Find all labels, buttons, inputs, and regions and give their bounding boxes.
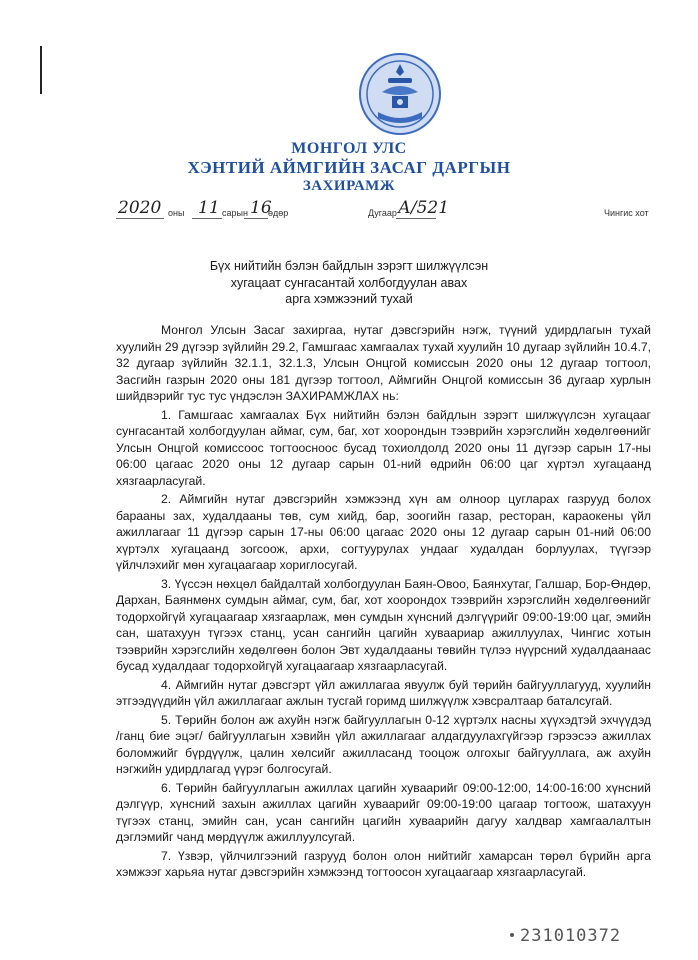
title-line-2: хугацаат сунгасантай холбогдуулан авах — [230, 275, 468, 290]
date-month-suffix: сарын — [222, 208, 248, 218]
state-emblem-icon — [358, 52, 442, 136]
decree-title — [0, 258, 698, 308]
margin-mark — [40, 46, 42, 94]
decree-body — [116, 322, 651, 883]
date-month: 11 — [198, 198, 220, 218]
paragraph-6: 6. Төрийн байгууллагын ажиллах цагийн хуваарийг 09:00-12:00, 14:00-16:00 хүнсний дэлгүүр, хүнсний захын ажиллах цагийн хуваарийг 09:00-19:00 цагаар тогтоож, шатахуун түгээх станц, эмийн сан, усан сангийн цагийн хуваарийн дагуу халдвар хамгаалалтын дэглэмийг чанд мөрдүүлж ажиллуулсугай. — [116, 780, 651, 844]
serial-number: 231010372 — [520, 926, 622, 946]
serial-dot — [510, 933, 514, 937]
decree-number: А/521 — [398, 198, 450, 218]
paragraph-1: 1. Гамшгаас хамгаалах Бүх нийтийн бэлэн байдлын зэрэгт шилжүүлсэн хугацааг сунгасантай холбогдуулан аймаг, сум, баг, хот хоорондын тээврийн хэрэгслийн хөдөлгөөнийг Улсын Онцгой комиссоос тогтоосноос бусад тохиолдолд 2020 оны 11 дүгээр сарын 17-ны 06:00 цагаас 2020 оны 12 дугаар сарын 01-ний өдрийн 06:00 цаг хүртэл хугацаанд хязгаарласугай. — [116, 407, 651, 488]
header-office: ХЭНТИЙ АЙМГИЙН ЗАСАГ ДАРГЫН — [187, 158, 511, 177]
dateline — [0, 198, 698, 228]
header-country: МОНГОЛ УЛС — [291, 140, 407, 157]
paragraph-preamble: Монгол Улсын Засаг захиргаа, нутаг дэвсгэрийн нэгж, түүний удирдлагын тухай хуулийн 29 дүгээр зүйлийн 29.2, Гамшгаас хамгаалах тухай хуулийн 10 дугаар зүйлийн 10.4.7, 32 дугаар зүйлийн 32.1.1, 32.1.3, Улсын Онцгой комиссын 2020 оны 12 дугаар тогтоол, Засгийн газрын 2020 оны 181 дүгээр тогтоол, Аймгийн Онцгой комиссын 36 дугаар хурлын шийдвэрийг тус тус үндэслэн ЗАХИРАМЖЛАХ нь: — [116, 323, 651, 403]
header-doc-type: ЗАХИРАМЖ — [302, 178, 396, 194]
title-line-3: арга хэмжээний тухай — [285, 292, 413, 306]
date-year-suffix: оны — [168, 208, 185, 218]
date-day: 16 — [250, 198, 272, 218]
paragraph-5: 5. Төрийн болон аж ахуйн нэгж байгууллагын 0-12 хүртэлх насны хүүхэдтэй эхчүүдэд /ганц бие эцэг/ байгууллагын хэвийн үйл ажиллагааг алдагдуулахгүйгээр гэрээсээ ажиллах боломжийг бүрдүүлж, цалин хөлсийг ажилласанд тооцож олгохыг байгууллага, аж ахуйн нэгжийн удирдлагад үүрэг болгосугай. — [116, 712, 651, 776]
paragraph-2: 2. Аймгийн нутаг дэвсгэрийн хэмжээнд хүн ам олноор цугларах газрууд болох барааны зах, худалдааны төв, сум хийд, бар, зоогийн газар, ресторан, караокены үйл ажиллагааг 11 дүгээр сарын 17-ны 06:00 цагаас 2020 оны 12 дугаар сарын 01-ний 06:00 хүртэлх хугацаанд зогсоож, архи, согтуурулах ундааг худалдан борлуулах, түүгээр үйлчлэхийг мөн хугацаагаар хориглосугай. — [116, 492, 651, 572]
number-label: Дугаар — [368, 208, 397, 218]
date-year: 2020 — [118, 198, 162, 218]
date-day-suffix: өдөр — [268, 208, 289, 218]
paragraph-3: 3. Үүссэн нөхцөл байдалтай холбогдуулан Баян-Овоо, Баянхутаг, Галшар, Бор-Өндөр, Дархан, Баянмөнх сумдын аймаг, сум, баг, хот хоорондох тээврийн хэрэгслийн хөдөлгөөнийг тодорхойгүй хугацаагаар хязгаарлаж, мөн сумдын хүнсний дэлгүүрийг 09:00-19:00 цаг, эмийн сан, шатахуун түгээх станц, усан сангийн цагийн хуваариар ажиллуулах, Чингис хотын тээврийн хэрэгслийн хөдөлгөөн болон Эвт худалдааны төвийн түлээ нүүрсний худалдаанаас бусад худалдааг тодорхойгүй хугацаагаар хязгаарласугай. — [116, 576, 651, 673]
title-line-1: Бүх нийтийн бэлэн байдлын зэрэгт шилжүүлсэн — [209, 259, 489, 273]
place-name: Чингис хот — [604, 208, 649, 218]
paragraph-7: 7. Үзвэр, үйлчилгээний газрууд болон олон нийтийг хамарсан төрөл бүрийн арга хэмжээг харьяа нутаг дэвсгэрийн хэмжээнд тогтоосон хугацаагаар хязгаарласугай. — [116, 848, 651, 879]
paragraph-4: 4. Аймгийн нутаг дэвсгэрт үйл ажиллагаа явуулж буй төрийн байгууллагууд, хуулийн этгээдүүдийн үйл ажиллагааг ажлын тусгай горимд шилжүүлж хэвсралтаар баталсугай. — [116, 677, 651, 708]
